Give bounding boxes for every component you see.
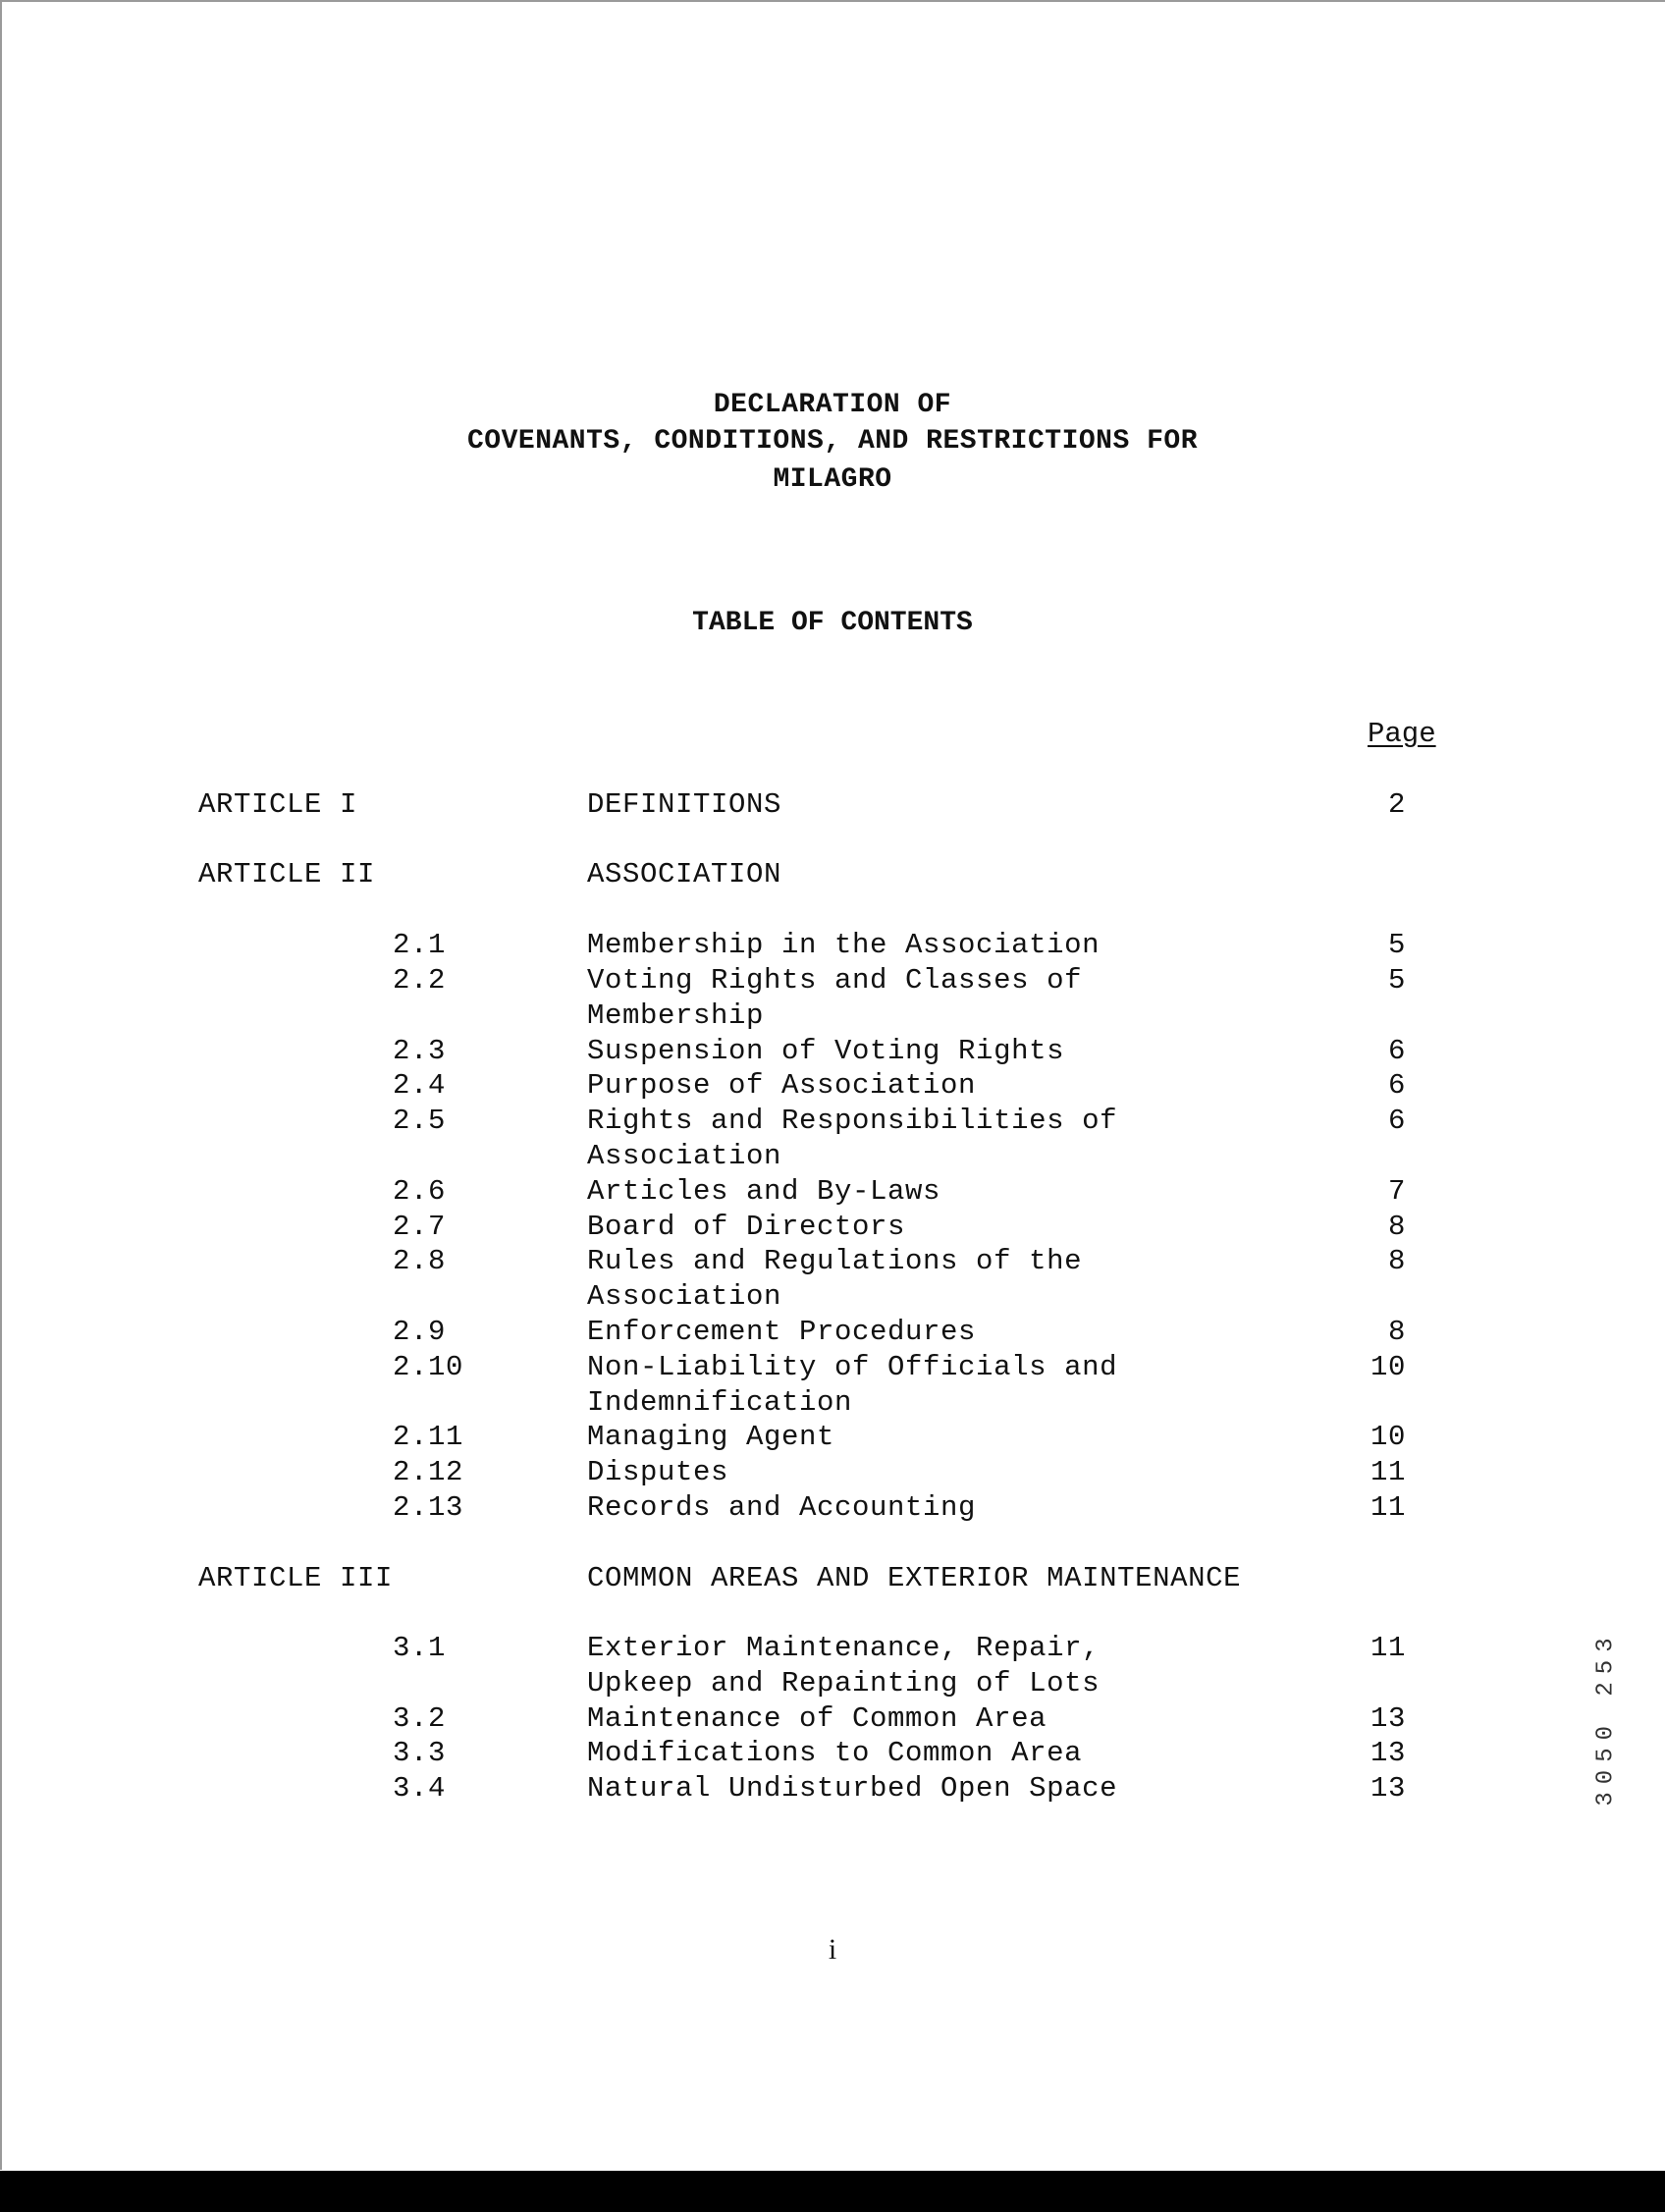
toc-page-number: 6 — [1387, 1035, 1406, 1067]
section-title-continuation: Upkeep and Repainting of Lots — [587, 1667, 1101, 1699]
toc-page-number: 11 — [1370, 1632, 1406, 1664]
section-number: 2.10 — [393, 1351, 464, 1383]
section-title: Rules and Regulations of the — [587, 1245, 1083, 1277]
section-title: Rights and Responsibilities of — [587, 1105, 1118, 1137]
section-title: Membership in the Association — [587, 929, 1101, 961]
section-number: 2.5 — [393, 1105, 447, 1137]
top-edge-rule — [0, 0, 1665, 2]
section-title-continuation: Association — [587, 1280, 782, 1313]
section-number: 3.3 — [393, 1737, 447, 1769]
toc-page-number: 8 — [1387, 1211, 1406, 1243]
section-title: Records and Accounting — [587, 1491, 977, 1524]
section-title: Modifications to Common Area — [587, 1737, 1083, 1769]
section-title: Managing Agent — [587, 1421, 835, 1453]
section-title: Purpose of Association — [587, 1069, 977, 1102]
section-title-continuation: Indemnification — [587, 1386, 853, 1419]
section-number: 2.13 — [393, 1491, 464, 1524]
section-number: 2.11 — [393, 1421, 464, 1453]
section-title: Exterior Maintenance, Repair, — [587, 1632, 1101, 1664]
article-label: ARTICLE I — [198, 788, 358, 821]
section-number: 3.2 — [393, 1702, 447, 1735]
page-number: i — [828, 1933, 837, 1966]
section-title: Board of Directors — [587, 1211, 906, 1243]
section-number: 2.4 — [393, 1069, 447, 1102]
section-title: Disputes — [587, 1456, 729, 1488]
section-title: Natural Undisturbed Open Space — [587, 1772, 1118, 1805]
section-title: Suspension of Voting Rights — [587, 1035, 1065, 1067]
toc-page-number: 6 — [1387, 1069, 1406, 1102]
section-title-continuation: Association — [587, 1140, 782, 1172]
section-title: Voting Rights and Classes of — [587, 964, 1083, 997]
article-label: ARTICLE II — [198, 858, 376, 890]
section-number: 2.3 — [393, 1035, 447, 1067]
page-column-header: Page — [1368, 718, 1436, 750]
article-title: COMMON AREAS AND EXTERIOR MAINTENANCE — [587, 1562, 1242, 1594]
bottom-scan-bar — [0, 2171, 1665, 2212]
toc-page-number: 5 — [1387, 964, 1406, 997]
document-title-line-2: COVENANTS, CONDITIONS, AND RESTRICTIONS FOR — [466, 426, 1199, 457]
section-number: 2.7 — [393, 1211, 447, 1243]
section-number: 2.9 — [393, 1316, 447, 1348]
section-number: 3.4 — [393, 1772, 447, 1805]
section-title: Articles and By-Laws — [587, 1175, 941, 1208]
document-title-line-3: MILAGRO — [773, 464, 892, 495]
document-title-line-1: DECLARATION OF — [713, 390, 952, 420]
toc-page-number: 8 — [1387, 1245, 1406, 1277]
toc-page-number: 11 — [1370, 1491, 1406, 1524]
toc-page-number: 8 — [1387, 1316, 1406, 1348]
section-number: 2.8 — [393, 1245, 447, 1277]
article-title: DEFINITIONS — [587, 788, 782, 821]
toc-page-number: 7 — [1387, 1175, 1406, 1208]
section-title: Maintenance of Common Area — [587, 1702, 1047, 1735]
section-title-continuation: Membership — [587, 999, 765, 1032]
section-number: 2.12 — [393, 1456, 464, 1488]
toc-page-number: 10 — [1370, 1421, 1406, 1453]
toc-page-number: 13 — [1370, 1737, 1406, 1769]
side-stamp — [1586, 1551, 1626, 1885]
section-title: Enforcement Procedures — [587, 1316, 977, 1348]
article-label: ARTICLE III — [198, 1562, 394, 1594]
toc-page-number: 10 — [1370, 1351, 1406, 1383]
section-title: Non-Liability of Officials and — [587, 1351, 1118, 1383]
toc-page-number: 13 — [1370, 1772, 1406, 1805]
toc-page-number: 6 — [1387, 1105, 1406, 1137]
side-stamp-text: 3050 253 — [1592, 1630, 1620, 1807]
section-number: 2.6 — [393, 1175, 447, 1208]
toc-page-number: 5 — [1387, 929, 1406, 961]
toc-page-number: 11 — [1370, 1456, 1406, 1488]
section-number: 2.1 — [393, 929, 447, 961]
toc-page-number: 13 — [1370, 1702, 1406, 1735]
section-number: 3.1 — [393, 1632, 447, 1664]
toc-heading: TABLE OF CONTENTS — [692, 608, 973, 638]
left-edge-rule — [0, 0, 2, 2170]
article-title: ASSOCIATION — [587, 858, 782, 890]
section-number: 2.2 — [393, 964, 447, 997]
toc-page-number: 2 — [1387, 788, 1406, 821]
